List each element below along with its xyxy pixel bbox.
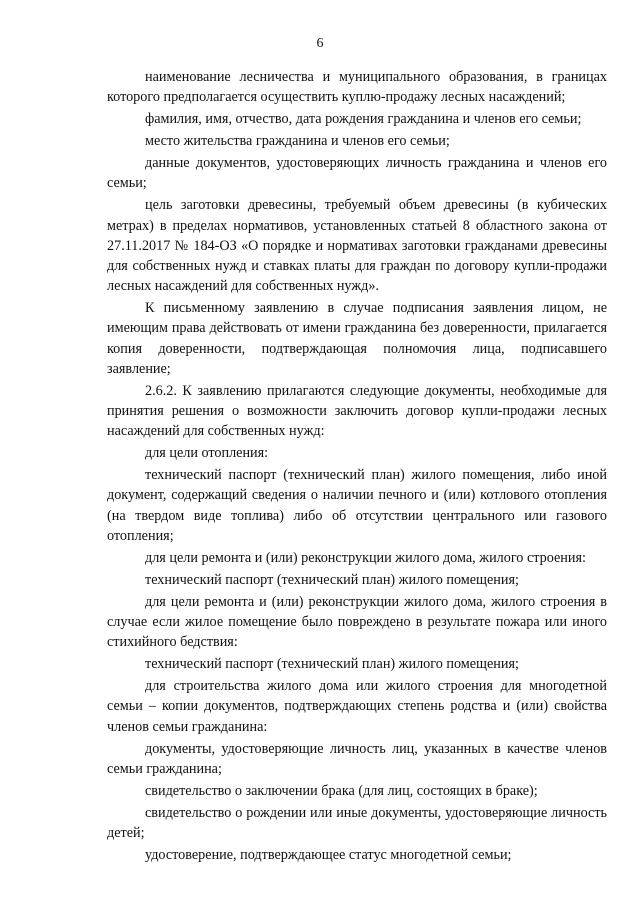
paragraph-identity-documents: данные документов, удостоверяющих личность гражданина и членов его семьи; xyxy=(107,155,607,192)
paragraph-heating-documents: технический паспорт (технический план) жилого помещения, либо иной документ, содержащий сведения о наличии печного и (или) котлового отопления (на твердом виде топлива) либо об отсутствии центрального или газового отопления; xyxy=(107,467,607,544)
paragraph-family-identity-documents: документы, удостоверяющие личность лиц, указанных в качестве членов семьи гражданина; xyxy=(107,740,607,777)
paragraph-section-2-6-2: 2.6.2. К заявлению прилагаются следующие документы, необходимые для принятия решения о возможности заключить договор купли-продажи лесных насаждений для собственных нужд: xyxy=(107,382,607,440)
paragraph-disaster-repair-documents: технический паспорт (технический план) жилого помещения; xyxy=(145,656,519,673)
document-body xyxy=(107,67,607,865)
paragraph-harvest-purpose: цель заготовки древесины, требуемый объем древесины (в кубических метрах) в пределах нормативов, установленных статьей 8 областного закона от 27.11.2017 № 184-ОЗ «О порядке и нормативах заготовки гражданами древесины для собственных нужд и ставках платы для граждан по договору купли-продажи лесных насаждений для собственных нужд». xyxy=(107,197,607,295)
page-number: 6 xyxy=(316,36,324,51)
paragraph-large-family-status: удостоверение, подтверждающее статус многодетной семьи; xyxy=(145,847,512,864)
paragraph-large-family-construction: для строительства жилого дома или жилого строения для многодетной семьи – копии документов, подтверждающих степень родства и (или) свойства членов семьи гражданина: xyxy=(107,678,607,735)
paragraph-heating-purpose: для цели отопления: xyxy=(145,445,269,462)
paragraph-residence: место жительства гражданина и членов его семьи; xyxy=(145,133,450,150)
paragraph-full-name: фамилия, имя, отчество, дата рождения гражданина и членов его семьи; xyxy=(145,111,582,128)
paragraph-repair-purpose: для цели ремонта и (или) реконструкции жилого дома, жилого строения: xyxy=(145,549,586,566)
paragraph-disaster-repair-purpose: для цели ремонта и (или) реконструкции жилого дома, жилого строения в случае если жилое помещение было повреждено в результате пожара или иного стихийного бедствия: xyxy=(107,593,607,651)
paragraph-birth-certificate: свидетельство о рождении или иные документы, удостоверяющие личность детей; xyxy=(107,804,607,842)
paragraph-marriage-certificate: свидетельство о заключении брака (для лиц, состоящих в браке); xyxy=(145,782,538,799)
paragraph-power-of-attorney: К письменному заявлению в случае подписания заявления лицом, не имеющим права действовать от имени гражданина без доверенности, прилагается копия доверенности, подтверждающая полномочия лица, подписавшего заявление; xyxy=(107,300,607,377)
paragraph-forestry-name: наименование лесничества и муниципального образования, в границах которого предполагается осуществить куплю-продажу лесных насаждений; xyxy=(107,69,607,106)
paragraph-repair-documents: технический паспорт (технический план) жилого помещения; xyxy=(145,571,519,588)
